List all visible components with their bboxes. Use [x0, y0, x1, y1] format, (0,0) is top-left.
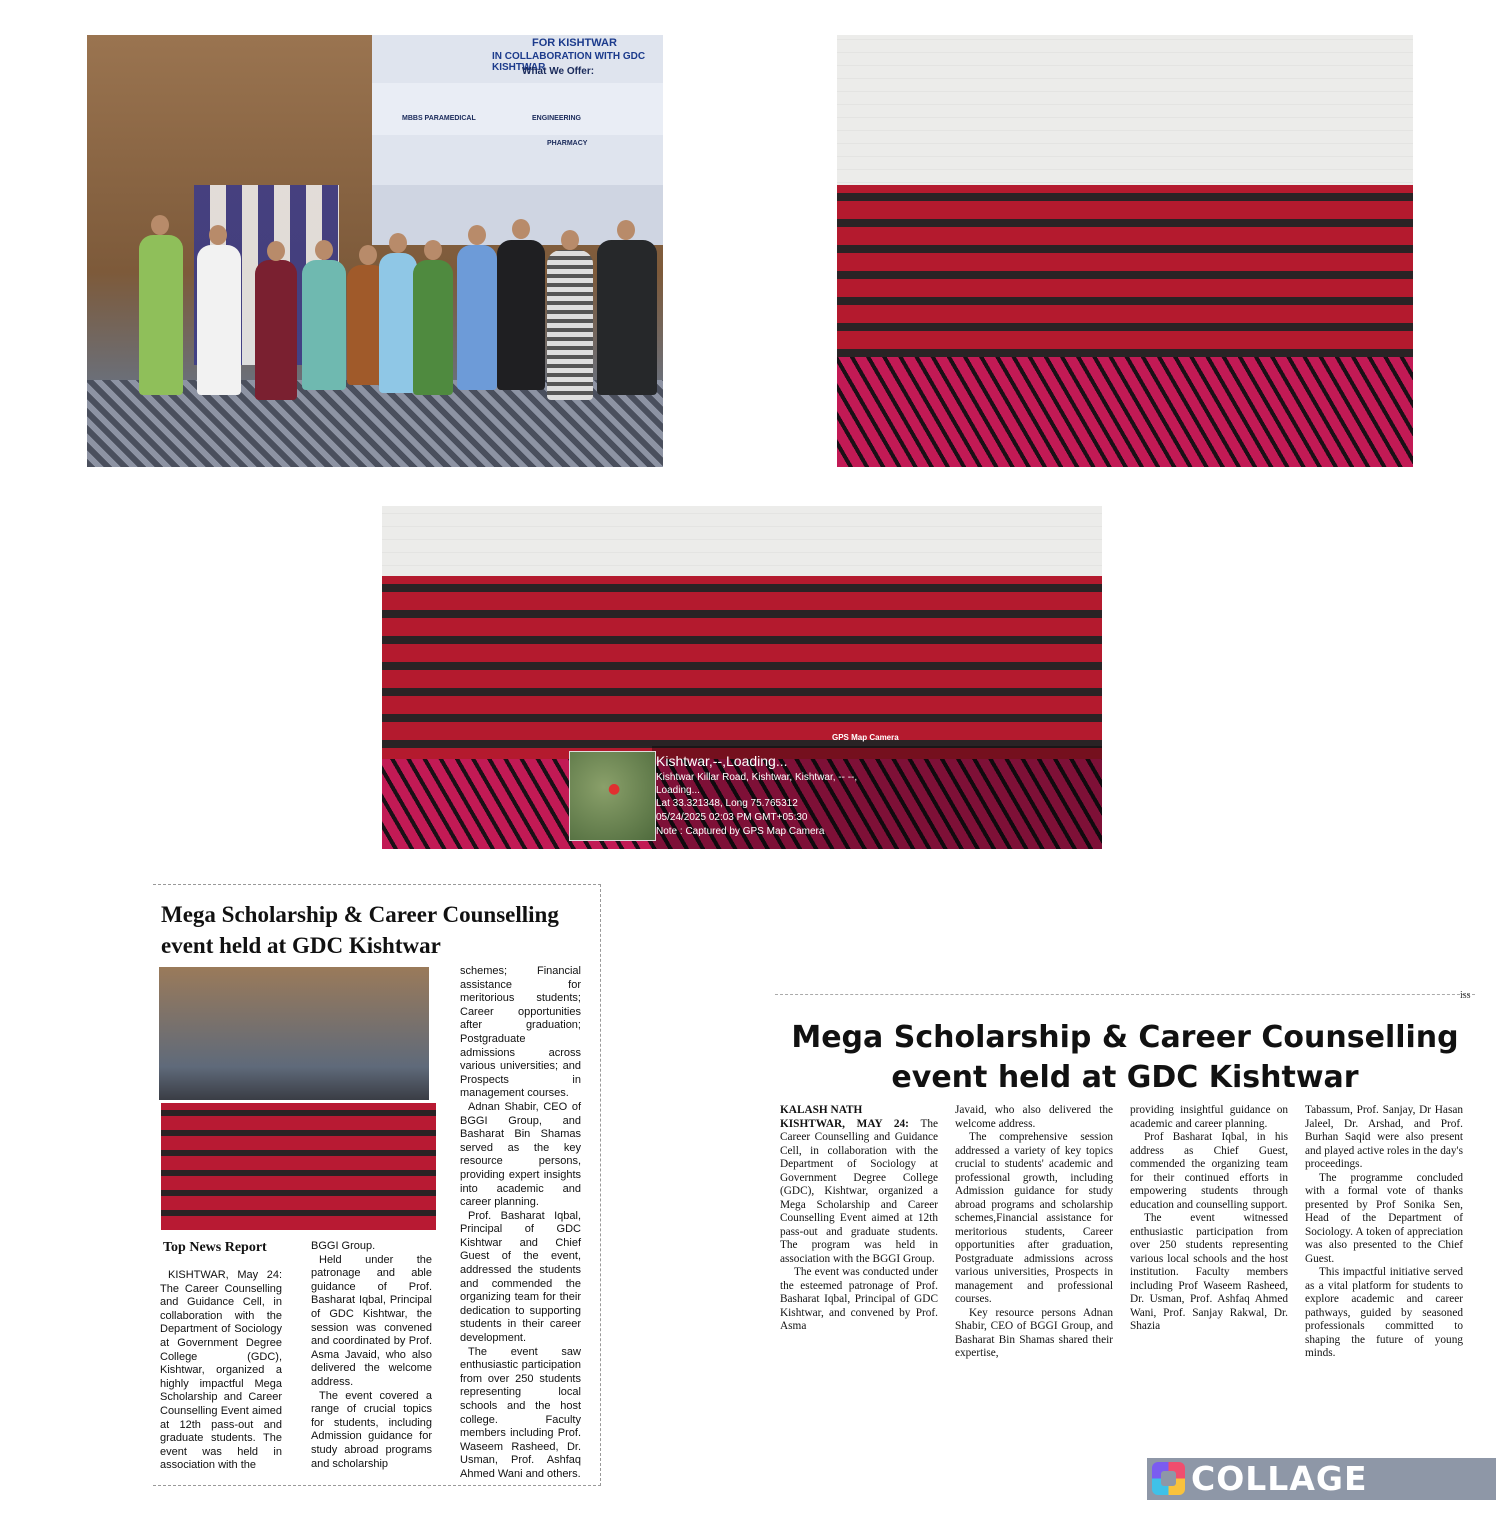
person	[379, 253, 417, 393]
gps-place: Kishtwar,--,Loading...	[656, 753, 788, 769]
article-column-1	[780, 1104, 938, 1334]
clipping-photo-audience	[161, 1103, 436, 1230]
person	[457, 245, 497, 390]
clipping-photo-group	[159, 967, 429, 1100]
screen-band	[372, 83, 663, 135]
photo-auditorium-side	[837, 35, 1413, 467]
photo-group-on-stage	[87, 35, 663, 467]
auditorium-carpet	[837, 357, 1413, 467]
paragraph: Prof. Basharat Iqbal, Principal of GDC Kishtwar and Chief Guest of the event, addressed the students and commended the organizing team for their dedication to supporting students in their career development.	[460, 1209, 581, 1345]
paragraph: Held under the patronage and able guidance of Prof. Basharat Iqbal, Principal of GDC Kishtwar, the session was convened and coordinated by Prof. Asma Javaid, who also delivered the welcome address.	[311, 1253, 432, 1388]
map-pin-icon: ●	[608, 781, 621, 797]
head	[315, 240, 333, 260]
person	[497, 240, 545, 390]
article-column-3	[460, 965, 581, 1482]
paragraph: Adnan Shabir, CEO of BGGI Group, and Basharat Bin Shamas served as the key resource persons, providing expert insights into academic and career planning.	[460, 1100, 581, 1209]
paragraph: Prof Basharat Iqbal, in his address as Chief Guest, commended the organizing team for their continued efforts in empowering students through education and counselling support.	[1130, 1131, 1288, 1211]
screen-subtitle: IN COLLABORATION WITH GDC KISHTWAR	[492, 51, 646, 73]
headline-line-2: event held at GDC Kishtwar	[891, 1060, 1359, 1095]
clipping-headline	[775, 1018, 1475, 1098]
head	[359, 245, 377, 265]
paragraph: providing insightful guidance on academic and career planning.	[1130, 1104, 1288, 1130]
byline: KALASH NATH	[780, 1104, 863, 1116]
person	[413, 260, 453, 395]
page-rule	[775, 994, 1475, 995]
screen-offer: What We Offer:	[522, 66, 595, 77]
paragraph: The Career Counselling and Guidance Cell, in collaboration with the Department of Sociology at Government Degree College (GDC), Kishtwar, organized a Mega Scholarship and Career Counselling Event aimed at 12th pass-out and graduate students. The program was held in association with the BGGI Group.	[780, 1117, 939, 1265]
auditorium-wall	[837, 35, 1413, 208]
screen-col-2: ENGINEERING	[532, 115, 582, 122]
person	[547, 250, 593, 400]
screen-col-1: MBBS PARAMEDICAL	[402, 115, 476, 122]
newspaper-clipping-1	[153, 884, 601, 1486]
newspaper-clipping-2	[775, 990, 1475, 1370]
dateline: KISHTWAR, MAY 24:	[780, 1117, 909, 1130]
head	[151, 215, 169, 235]
paragraph: The comprehensive session addressed a variety of key topics crucial to students' academic and professional growth, including Admission guidance for study abroad programs and scholarship schemes,Financial assistance for meritorious students, Career opportunities after graduation, Postgraduate admissions across various universities, Prospects in management and professional courses.	[955, 1131, 1113, 1305]
screen-title: FOR KISHTWAR	[532, 37, 617, 49]
gps-datetime: 05/24/2025 02:03 PM GMT+05:30	[656, 812, 808, 823]
paragraph: The event was conducted under the esteemed patronage of Prof. Basharat Iqbal, Principal of GDC Kishtwar, and convened by Prof. Asma	[780, 1266, 938, 1332]
paragraph: Key resource persons Adnan Shabir, CEO of BGGI Group, and Basharat Bin Shamas shared their expertise,	[955, 1306, 1113, 1359]
collage-maker-logo-icon	[1152, 1462, 1185, 1495]
head	[468, 225, 486, 245]
gps-address: Kishtwar Killar Road, Kishtwar, Kishtwar, -- --,	[656, 772, 858, 783]
person	[255, 260, 297, 400]
paragraph: Tabassum, Prof. Sanjay, Dr Hasan Jaleel, Dr. Arshad, and Prof. Burhan Saqid were also present and played active roles in the day's proceedings.	[1305, 1104, 1463, 1170]
head	[267, 241, 285, 261]
paragraph: Javaid, who also delivered the welcome address.	[955, 1104, 1113, 1130]
head	[389, 233, 407, 253]
head	[512, 219, 530, 239]
auditorium-seats	[382, 576, 1102, 766]
article-column-1	[160, 1269, 282, 1473]
head	[561, 230, 579, 250]
article-column-2	[311, 1240, 432, 1471]
paragraph: This impactful initiative served as a vital platform for students to explore academic and career pathways, guided by seasoned professionals committed to shaping the future of young minds.	[1305, 1266, 1463, 1359]
watermark-label: COLLAGE MAKER	[1191, 1459, 1368, 1536]
article-column-4	[1305, 1104, 1463, 1361]
gps-note: Note : Captured by GPS Map Camera	[656, 826, 825, 837]
screen-col-3: PHARMACY	[547, 140, 588, 147]
gps-status: Loading...	[656, 785, 700, 796]
person	[597, 240, 657, 395]
paragraph: BGGI Group.	[311, 1240, 376, 1252]
paragraph: The event witnessed enthusiastic participation from over 250 students representing various local schools and the host institution. Faculty members including Prof Waseem Rasheed, Dr. Usman, Prof. Ashfaq Ahmed Wani, Prof. Sanjay Rakwal, Dr. Shazia	[1130, 1212, 1288, 1332]
paragraph: The event saw enthusiastic participation from over 250 students representing local schools and the host college. Faculty members including Prof. Waseem Rasheed, Dr. Usman, Prof. Ashfaq Ahmed Wani and others.	[460, 1345, 581, 1480]
photo-auditorium-gps	[382, 506, 1102, 849]
person	[139, 235, 183, 395]
source-label: Top News Report	[163, 1240, 267, 1255]
person	[302, 260, 346, 390]
head	[209, 225, 227, 245]
person	[197, 245, 241, 395]
paragraph: schemes; Financial assistance for meritorious students; Career opportunities after graduation; Postgraduate admissions across various universities; and Prospects in management courses.	[460, 965, 581, 1100]
paragraph: The event covered a range of crucial topics for students, including Admission guidance for study abroad programs and scholarship	[311, 1389, 432, 1470]
head	[424, 240, 442, 260]
paragraph: KISHTWAR, May 24: The Career Counselling and Guidance Cell, in collaboration with the Department of Sociology at Government Degree College (GDC), Kishtwar, organized a highly impactful Mega Scholarship and Career Counselling Event aimed at 12th pass-out and graduate students. The event was held in association with the	[160, 1269, 282, 1472]
collage-maker-watermark	[1147, 1458, 1496, 1536]
clipping-headline: Mega Scholarship & Career Counselling event held at GDC Kishtwar	[161, 902, 559, 958]
page-mark: iss	[1460, 990, 1471, 1001]
gps-brand: GPS Map Camera	[832, 733, 899, 742]
paragraph: The programme concluded with a formal vote of thanks presented by Prof Sonika Sen, Head of the Department of Sociology. A token of appreciation was also presented to the Chief Guest.	[1305, 1171, 1463, 1265]
head	[617, 220, 635, 240]
headline-line-1: Mega Scholarship & Career Counselling	[791, 1020, 1459, 1055]
gps-coords: Lat 33.321348, Long 75.765312	[656, 798, 798, 809]
article-column-3	[1130, 1104, 1288, 1334]
article-column-2	[955, 1104, 1113, 1361]
projector-screen	[372, 35, 663, 245]
auditorium-seats	[837, 185, 1413, 375]
